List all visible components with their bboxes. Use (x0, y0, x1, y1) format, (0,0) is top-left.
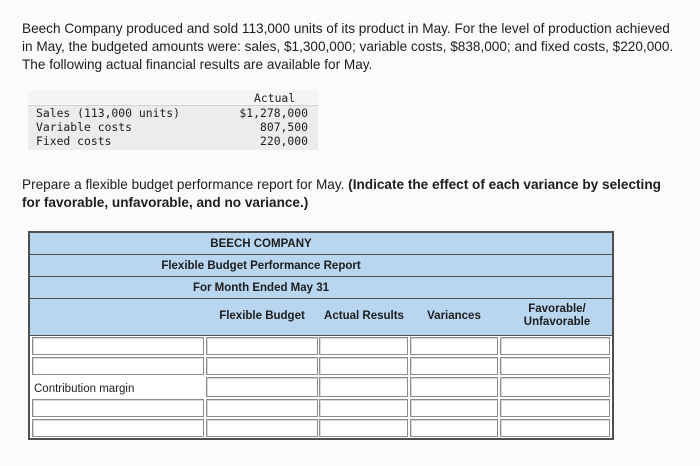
row2-flexible-budget-input[interactable] (206, 357, 318, 375)
report-title: Flexible Budget Performance Report (161, 260, 361, 272)
report-period-band (30, 277, 612, 298)
actual-results-table (28, 90, 318, 154)
col-variances: Variances (427, 310, 481, 322)
row3-variances-input[interactable] (410, 377, 498, 397)
row4-actual-results-input[interactable] (319, 399, 408, 417)
row1-variances-input[interactable] (410, 337, 498, 355)
report-company-band (30, 233, 612, 254)
contribution-margin-label: Contribution margin (34, 383, 135, 395)
row2-favorable-unfavorable-select[interactable] (500, 357, 610, 375)
row4-variances-input[interactable] (410, 399, 498, 417)
row5-label-input[interactable] (32, 419, 204, 437)
row1-favorable-unfavorable-select[interactable] (500, 337, 610, 355)
row4-label-input[interactable] (32, 399, 204, 417)
row2-actual-results-input[interactable] (319, 357, 408, 375)
instruction-prefix: Prepare a flexible budget performance report for May. (22, 177, 349, 192)
actual-row-value-variable: 807,500 (259, 120, 308, 134)
column-header-band (30, 299, 612, 335)
actual-row-value-fixed: 220,000 (259, 134, 308, 148)
row1-flexible-budget-input[interactable] (206, 337, 318, 355)
actual-column-header: Actual (254, 91, 296, 105)
row3-flexible-budget-input[interactable] (206, 377, 318, 397)
actual-row-label-fixed: Fixed costs (36, 134, 112, 148)
row3-favorable-unfavorable-select[interactable] (500, 377, 610, 397)
row1-actual-results-input[interactable] (319, 337, 408, 355)
report-period: For Month Ended May 31 (192, 282, 330, 294)
actual-row-label-sales: Sales (113,000 units) (36, 106, 181, 120)
instruction-bold: (Indicate the effect of each variance by selecting for favorable, unfavorable, and no variance.) (22, 177, 661, 210)
row5-favorable-unfavorable-select[interactable] (500, 419, 610, 437)
row2-variances-input[interactable] (410, 357, 498, 375)
report-company: BEECH COMPANY (210, 238, 312, 250)
report-title-band (30, 255, 612, 276)
performance-report (28, 231, 614, 440)
actual-row-value-sales: $1,278,000 (239, 106, 308, 120)
row3-actual-results-input[interactable] (319, 377, 408, 397)
row5-variances-input[interactable] (410, 419, 498, 437)
row4-flexible-budget-input[interactable] (206, 399, 318, 417)
problem-text: Beech Company produced and sold 113,000 units of its product in May. For the level of production achieved in May, the budgeted amounts were: sales, $1,300,000; variable costs, $838,000; and fixed costs, $220,000. The following actual financial results are available for May. (22, 21, 674, 72)
divider (30, 298, 612, 299)
actual-row-label-variable: Variable costs (36, 120, 133, 134)
row5-actual-results-input[interactable] (319, 419, 408, 437)
row4-favorable-unfavorable-select[interactable] (500, 399, 610, 417)
row5-flexible-budget-input[interactable] (206, 419, 318, 437)
row1-label-input[interactable] (32, 337, 204, 355)
divider (30, 335, 612, 336)
divider (30, 254, 612, 255)
instruction-text (22, 176, 662, 212)
row2-label-input[interactable] (32, 357, 204, 375)
col-flexible-budget: Flexible Budget (219, 310, 305, 322)
col-favorable-unfavorable: Favorable/ Unfavorable (523, 303, 591, 328)
col-actual-results: Actual Results (324, 310, 404, 322)
divider (30, 276, 612, 277)
